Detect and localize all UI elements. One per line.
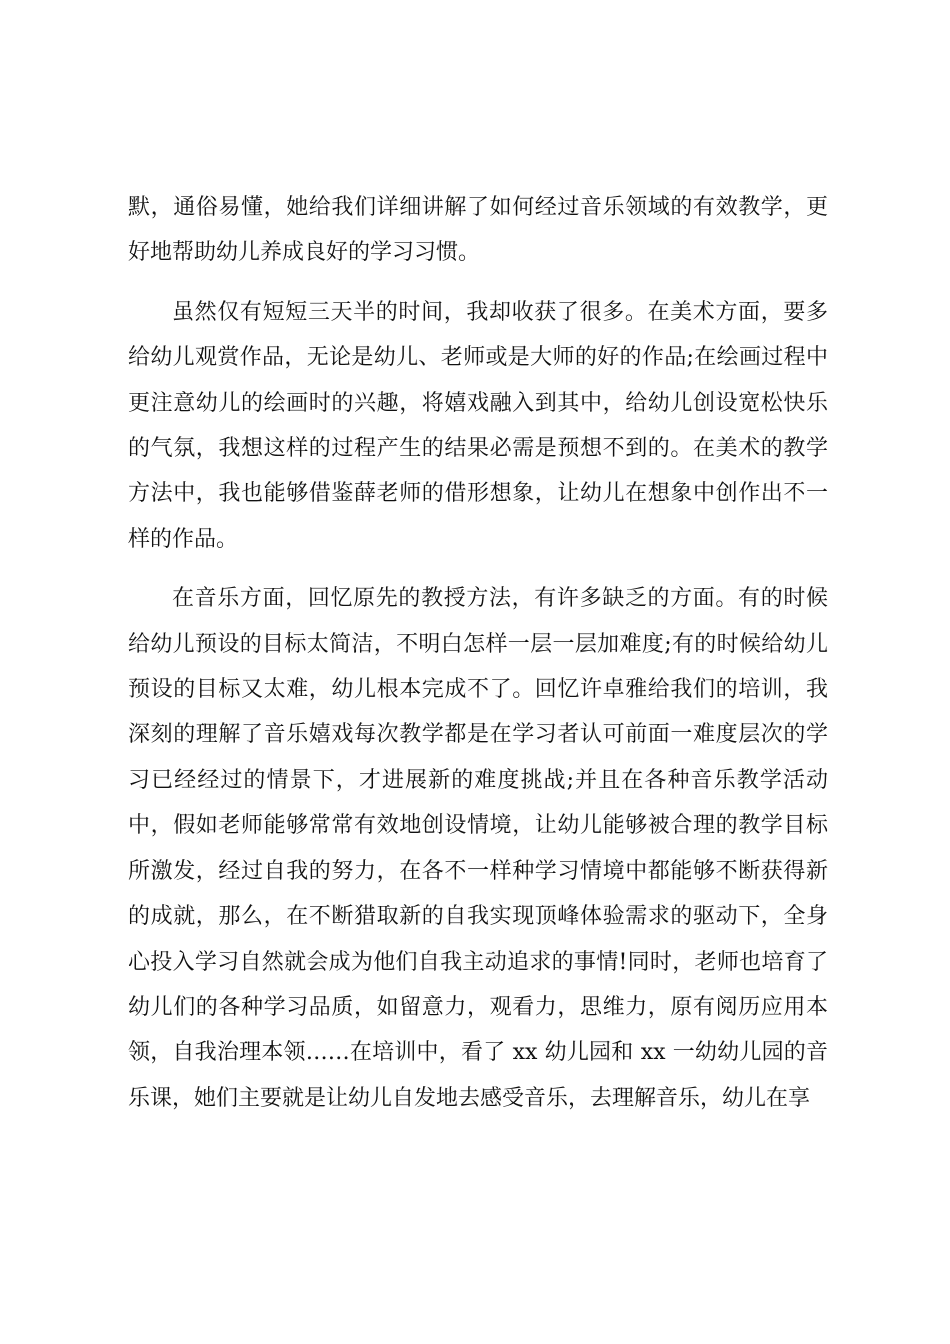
paragraph-1: 默，通俗易懂，她给我们详细讲解了如何经过音乐领域的有效教学，更好地帮助幼儿养成良好的学习习惯。: [128, 195, 828, 266]
document-body: [128, 185, 828, 1121]
paragraph-3: 在音乐方面，回忆原先的教授方法，有许多缺乏的方面。有的时候给幼儿预设的目标太简洁，不明白怎样一层一层加难度;有的时候给幼儿预设的目标又太难，幼儿根本完成不了。回忆许卓雅给我们的培训，我深刻的理解了音乐嬉戏每次教学都是在学习者认可前面一难度层次的学习已经经过的情景下，才进展新的难度挑战;并且在各种音乐教学活动中，假如老师能够常常有效地创设情境，让幼儿能够被合理的教学目标所激发，经过自我的努力，在各不一样种学习情境中都能够不断获得新的成就，那么，在不断猎取新的自我实现顶峰体验需求的驱动下，全身心投入学习自然就会成为他们自我主动追求的事情!同时，老师也培育了幼儿们的各种学习品质，如留意力，观看力，思维力，原有阅历应用本领，自我治理本领……在培训中，看了 xx 幼儿园和 xx 一幼幼儿园的音乐课，她们主要就是让幼儿自发地去感受音乐，去理解音乐，幼儿在享: [128, 586, 828, 1111]
paragraph-2: 虽然仅有短短三天半的时间，我却收获了很多。在美术方面，要多给幼儿观赏作品，无论是幼儿、老师或是大师的好的作品;在绘画过程中更注意幼儿的绘画时的兴趣，将嬉戏融入到其中，给幼儿创设宽松快乐的气氛，我想这样的过程产生的结果必需是预想不到的。在美术的教学方法中，我也能够借鉴薛老师的借形想象，让幼儿在想象中创作出不一样的作品。: [128, 299, 828, 552]
